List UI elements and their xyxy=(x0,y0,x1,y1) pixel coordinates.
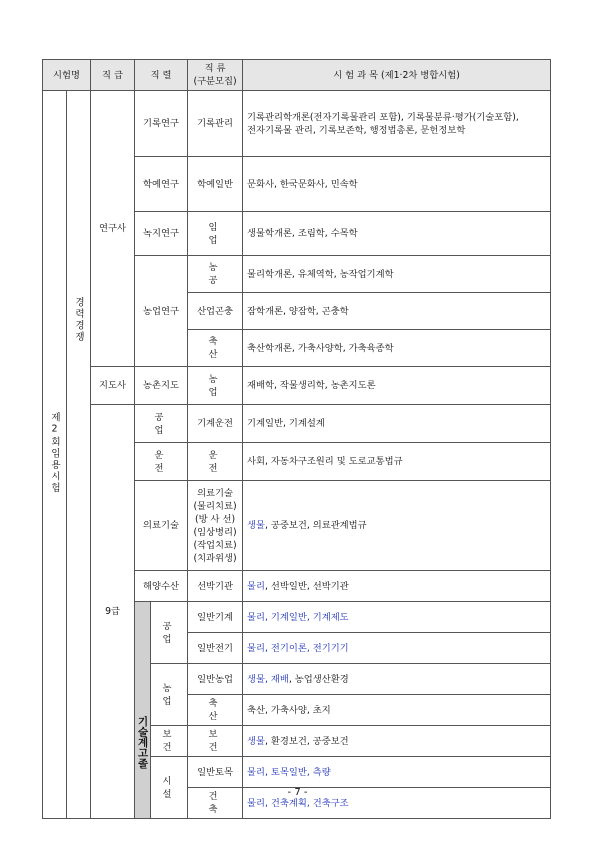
header-subjects: 시 험 과 목 (제1·2차 병합시험) xyxy=(243,60,551,91)
field-cell: 축 산 xyxy=(188,695,243,726)
subjects-cell xyxy=(243,726,551,757)
series-cell: 녹지연구 xyxy=(135,212,188,256)
field-cell: 산업곤충 xyxy=(188,293,243,330)
field-cell: 일반농업 xyxy=(188,664,243,695)
series-cell: 공 업 xyxy=(151,602,188,664)
grade-9: 9급 xyxy=(91,405,135,819)
subjects-rest: , 선박일반, 선박기관 xyxy=(265,580,349,592)
subjects-cell: 문화사, 한국문화사, 민속학 xyxy=(243,157,551,212)
series-cell: 기록연구 xyxy=(135,91,188,157)
subjects-cell xyxy=(243,91,551,157)
field-line: (물리치료) xyxy=(193,500,237,512)
subjects-cell: 축산, 가축사양, 초지 xyxy=(243,695,551,726)
field-cell: 학예일반 xyxy=(188,157,243,212)
header-field xyxy=(188,60,243,91)
series-cell: 농촌지도 xyxy=(135,367,188,405)
series-cell: 농 업 xyxy=(151,664,188,726)
field-cell: 일반기계 xyxy=(188,602,243,633)
field-cell: 기록관리 xyxy=(188,91,243,157)
field-cell: 축 산 xyxy=(188,330,243,367)
field-line: (작업치료) xyxy=(193,539,237,551)
subjects-cell xyxy=(243,571,551,602)
series-cell: 시 설 xyxy=(151,757,188,819)
tech-highschool-cell xyxy=(135,602,151,819)
subjects-rest: , 환경보건, 공중보건 xyxy=(265,735,349,747)
grade-researcher: 연구사 xyxy=(91,91,135,367)
subjects-cell: 물리, 기계일반, 기계제도 xyxy=(243,602,551,633)
table-row xyxy=(43,367,551,405)
subjects-rest: , 농업생산환경 xyxy=(288,673,349,685)
field-line: (임상병리) xyxy=(193,526,237,538)
exam-name-right: 경력경쟁 xyxy=(73,297,84,343)
field-cell: 보 건 xyxy=(188,726,243,757)
series-cell: 보 건 xyxy=(151,726,188,757)
series-cell: 해양수산 xyxy=(135,571,188,602)
field-cell: 농 공 xyxy=(188,256,243,293)
exam-name-left-cell xyxy=(43,91,67,819)
subjects-cell: 재배학, 작물생리학, 농촌지도론 xyxy=(243,367,551,405)
field-cell: 농 업 xyxy=(188,367,243,405)
series-cell: 운 전 xyxy=(135,443,188,481)
table-header-row xyxy=(43,60,551,91)
subjects-cell xyxy=(243,481,551,571)
table-row xyxy=(43,91,551,157)
tech-highschool-label: 기술계고졸 xyxy=(136,715,149,769)
subjects-cell: 물리학개론, 유체역학, 농작업기계학 xyxy=(243,256,551,293)
field-cell: 기계운전 xyxy=(188,405,243,443)
subjects-cell: 사회, 자동차구조원리 및 도로교통법규 xyxy=(243,443,551,481)
subjects-cell: 생물학개론, 조림학, 수목학 xyxy=(243,212,551,256)
header-field-label: 직 류 xyxy=(204,63,226,74)
exam-name-left: 제2회임용시험 xyxy=(49,411,60,494)
field-cell: 운 전 xyxy=(188,443,243,481)
header-grade: 직 급 xyxy=(91,60,135,91)
field-cell: 일반전기 xyxy=(188,633,243,664)
series-cell: 의료기술 xyxy=(135,481,188,571)
field-line: (치과위생) xyxy=(193,552,237,564)
subjects-cell: 물리, 토목일반, 측량 xyxy=(243,757,551,788)
subjects-cell: 잠학개론, 양잠학, 곤충학 xyxy=(243,293,551,330)
field-line: 의료기술 xyxy=(197,487,233,499)
subjects-cell: 물리, 전기이론, 전기기기 xyxy=(243,633,551,664)
field-cell: 일반토목 xyxy=(188,757,243,788)
subjects-line: 기록관리학개론(전자기록물관리 포함), 기록물분류·평가(기술포함), xyxy=(247,111,519,123)
field-cell: 건 축 xyxy=(188,788,243,819)
subjects-highlight: 물리 xyxy=(247,580,265,592)
field-cell: 임 업 xyxy=(188,212,243,256)
field-cell xyxy=(188,481,243,571)
subjects-cell: 물리, 건축계획, 건축구조 xyxy=(243,788,551,819)
series-cell: 공 업 xyxy=(135,405,188,443)
subjects-rest: , 공중보건, 의료관계법규 xyxy=(265,520,367,531)
exam-name-right-cell xyxy=(67,91,91,819)
page-number: - 7 - xyxy=(287,787,308,798)
subjects-highlight: 생물 xyxy=(247,520,265,531)
subjects-cell: 축산학개론, 가축사양학, 가축육종학 xyxy=(243,330,551,367)
subjects-highlight: 생물 xyxy=(247,735,265,747)
header-exam: 시험명 xyxy=(43,60,91,91)
series-cell: 농업연구 xyxy=(135,256,188,367)
series-cell: 학예연구 xyxy=(135,157,188,212)
table-row xyxy=(43,405,551,443)
subjects-cell: 기계일반, 기계설계 xyxy=(243,405,551,443)
subjects-highlight: 생물, 재배 xyxy=(247,673,289,685)
exam-subjects-table xyxy=(42,59,551,819)
header-series: 직 렬 xyxy=(135,60,188,91)
subjects-line: 전자기록물 관리, 기록보존학, 행정법총론, 문헌정보학 xyxy=(247,124,466,136)
header-field-note: (구분모집) xyxy=(193,76,237,87)
field-cell: 선박기관 xyxy=(188,571,243,602)
subjects-cell xyxy=(243,664,551,695)
field-line: (방 사 선) xyxy=(194,513,236,525)
grade-advisor: 지도사 xyxy=(91,367,135,405)
